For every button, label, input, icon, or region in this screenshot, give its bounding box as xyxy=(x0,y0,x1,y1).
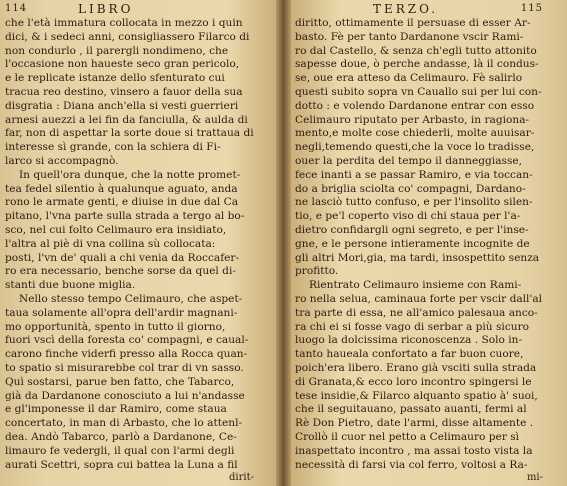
text-line: inaspettato incontro , ma assai tosto vista la xyxy=(295,444,533,457)
text-line: poich'era libero. Erano già vsciti sulla strada xyxy=(295,361,537,374)
text-line: ouer la perdita del tempo il danneggiasse, xyxy=(295,154,523,167)
right-page xyxy=(291,0,567,486)
text-line: ne lasciò tutto confuso, e per l'insolito silen- xyxy=(295,196,533,209)
text-line: ro nella selua, caminaua forte per vscir dall'al xyxy=(295,292,543,305)
right-page-number: 115 xyxy=(520,3,543,14)
left-catchword: dirit- xyxy=(229,472,254,483)
text-line: dici, & i sedeci anni, consigliassero Filarco di xyxy=(5,30,250,43)
text-line: tra parte di essa, ne all'amico palesaua anco- xyxy=(295,306,538,319)
text-line: ra chi ei si fosse vago di serbar a più sicuro xyxy=(295,320,530,333)
text-line: mo opportunità, spento in tutto il giorno, xyxy=(5,320,226,333)
text-line: diritto, ottimamente il persuase di esser Ar- xyxy=(295,17,531,29)
text-line: gne, e le persone intieramente incognite de xyxy=(295,237,530,250)
text-line: se, oue era atteso da Celimauro. Fè salirlo xyxy=(295,72,523,85)
text-line: tracua reo destino, vinsero a fauor della sua xyxy=(5,85,243,98)
text-line: arnesi auezzi a lei fin da fanciulla, & aulda di xyxy=(5,113,248,126)
right-running-head: TERZO. xyxy=(373,2,439,16)
text-line: Celimauro riputato per Arbasto, in ragiona- xyxy=(295,113,530,126)
text-line: stanti due buone miglia. xyxy=(5,279,136,292)
text-line: do a briglia sciolta co' compagni, Dardano- xyxy=(295,182,526,195)
text-line: e gl'imponesse il dar Ramiro, come staua xyxy=(5,403,227,416)
text-line: larco si accompagnò. xyxy=(5,154,119,167)
book-gutter xyxy=(276,0,291,486)
text-line: non condurlo , il parergli nondimeno, che xyxy=(5,44,229,57)
text-line: tese insidie,& Filarco alquanto spatio à' suoi, xyxy=(295,389,538,402)
text-line: Rè Don Pietro, date l'armi, disse altamente . xyxy=(295,417,534,430)
text-line: dea. Andò Tabarco, parlò a Dardanone, Ce- xyxy=(5,430,237,443)
text-line: negli,temendo questi,che la voce lo tradisse, xyxy=(295,141,535,154)
text-line: e le replicate istanze dello sfenturato cui xyxy=(5,72,225,85)
text-line: carono finche viderfi presso alla Rocca quan- xyxy=(5,348,248,361)
text-line: fuori vscì della foresta co' compagni, e caual- xyxy=(5,334,249,347)
text-line: posti, l'vn de' quali a chi venia da Roccafer- xyxy=(5,251,240,264)
text-line: gli altri Mori,gia, ma tardi, insospettito senza xyxy=(295,251,540,264)
text-line: far, non di aspettar la sorte doue si trattaua di xyxy=(5,127,254,140)
text-line: Nello stesso tempo Celimauro, che aspet- xyxy=(19,292,243,305)
text-line: l'occasione non haueste seco gran pericolo, xyxy=(5,58,240,71)
text-line: disgratia : Diana anch'ella si vesti guerrieri xyxy=(5,99,239,112)
text-line: interesse sì grande, con la schiera di Fi- xyxy=(5,141,221,154)
text-line: tanto haueala confortato a far buon cuore, xyxy=(295,348,524,361)
text-line: necessità di farsi via col ferro, voltosi a Ra- xyxy=(295,458,528,471)
text-line: Crollò il cuor nel petto a Celimauro per sì xyxy=(295,430,520,443)
left-page-text xyxy=(5,17,273,472)
text-line: Rientrato Celimauro insieme con Rami- xyxy=(309,279,522,292)
text-line: profitto. xyxy=(295,265,339,278)
text-line: In quell'ora dunque, che la notte promet- xyxy=(19,168,241,181)
text-line: questi subito sopra vn Cauallo sui per lui con- xyxy=(295,85,542,98)
text-line: che il seguitauano, passato auanti, fermi al xyxy=(295,403,527,416)
text-line: già da Dardanone conosciuto a lui n'andasse xyxy=(5,389,245,402)
text-line: aurati Scettri, sopra cui battea la Luna a fil xyxy=(5,458,238,471)
right-page-header xyxy=(291,2,567,18)
text-line: taua solamente all'opra dell'ardir magnani- xyxy=(5,306,238,319)
text-line: fece inanti a se passar Ramiro, e via toccan- xyxy=(295,168,533,181)
text-line: rono le armate genti, e diuise in due dal Ca xyxy=(5,196,239,209)
text-line: sco, nel cui folto Celimauro era insidiato, xyxy=(5,223,227,236)
text-line: dietro confidargli ogni segreto, e per l'inse- xyxy=(295,223,529,236)
text-line: basto. Fè per tanto Dardanone vscir Rami- xyxy=(295,30,524,43)
text-line: che l'età immatura collocata in mezzo i quin xyxy=(5,17,243,29)
right-catchword: mi- xyxy=(526,472,543,483)
text-line: sapesse doue, ò perche andasse, là il condus- xyxy=(295,58,539,71)
text-line: pitano, l'vna parte sulla strada a tergo al bo- xyxy=(5,210,245,223)
left-page-number: 114 xyxy=(5,3,28,14)
left-running-head: LIBRO xyxy=(78,2,134,16)
text-line: ro dal Castello, & senza ch'egli tutto attonito xyxy=(295,44,537,57)
text-line: tea fedel silentio à qualunque aguato, anda xyxy=(5,182,238,195)
text-line: mento,e molte cose chiederli, molte auuisar- xyxy=(295,127,535,140)
right-page-text xyxy=(295,17,559,472)
text-line: di Granata,& ecco loro incontro spingersi le xyxy=(295,375,532,388)
left-page-header xyxy=(0,2,276,18)
text-line: ro era necessario, benche sorse da quel di- xyxy=(5,265,236,278)
text-line: to spatio si misurarebbe col trar di vn sasso. xyxy=(5,361,244,374)
text-line: l'altra al piè di vna collina sù collocata: xyxy=(5,237,216,250)
text-line: limauro fe vedergli, il qual con l'armi degli xyxy=(5,444,235,457)
left-page xyxy=(0,0,276,486)
text-line: concertato, in man di Arbasto, che lo attenl- xyxy=(5,417,243,430)
text-line: tio, e pe'l coperto viso di chi staua per l'a- xyxy=(295,210,521,223)
text-line: Quì sostarsi, parue ben fatto, che Tabarco, xyxy=(5,375,235,388)
text-line: dotto : e volendo Dardanone entrar con esso xyxy=(295,99,535,112)
text-line: luogo la dolcissima riconoscenza . Solo in- xyxy=(295,334,523,347)
